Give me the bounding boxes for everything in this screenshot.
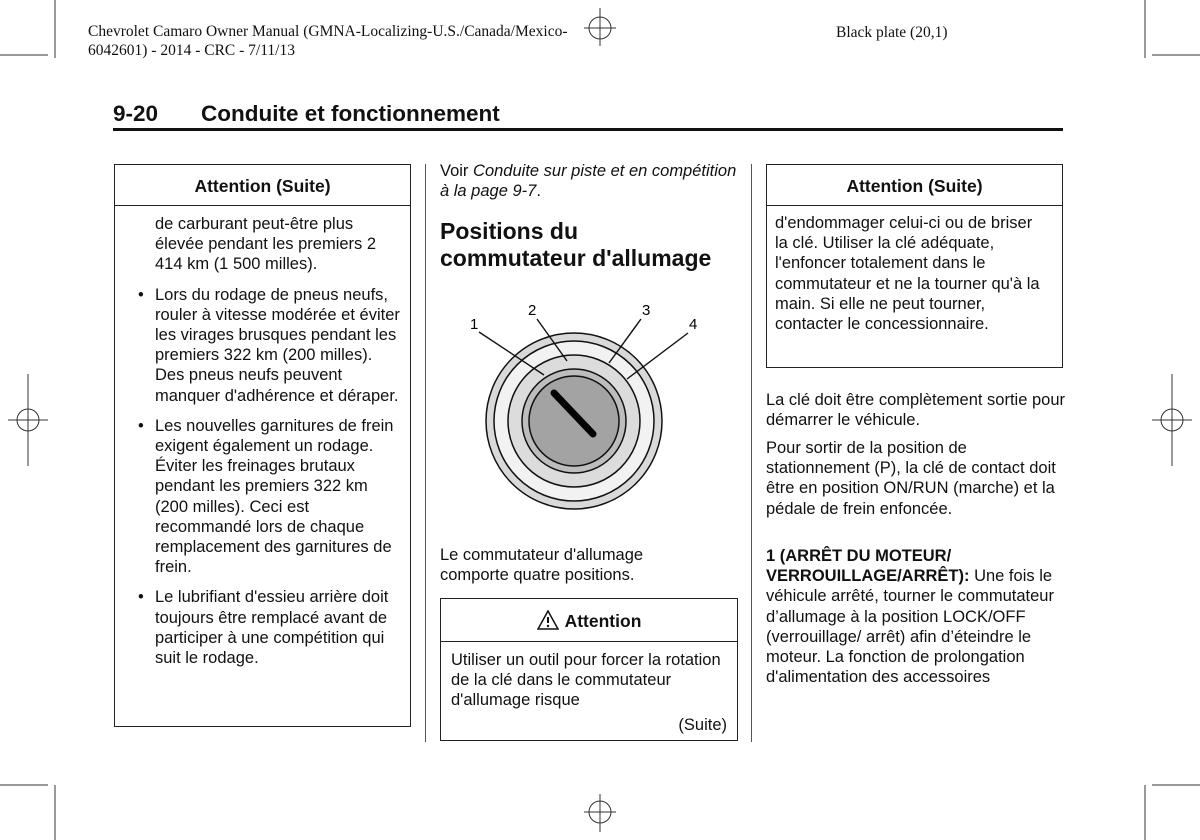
- attention-box: [440, 598, 738, 741]
- figure-caption: Le commutateur d'allumage comporte quatre positions.: [440, 546, 644, 585]
- print-header: [88, 22, 568, 60]
- paragraph: La clé doit être complètement sortie pour démarrer le véhicule.: [766, 391, 1065, 430]
- page-title: [113, 101, 1063, 127]
- registration-target-icon: [1152, 374, 1192, 466]
- cross-reference-link[interactable]: Conduite sur piste et en compétition à la page 9-7: [440, 162, 737, 201]
- figure-label: 1: [470, 316, 479, 333]
- box-heading: Attention (Suite): [767, 165, 1062, 206]
- section-heading: [440, 218, 711, 272]
- list-item-text: Le lubrifiant d'essieu arrière doit toujours être remplacé avant de participer à une compétition qui suit le rodage.: [155, 588, 389, 668]
- section-heading-line: Positions du: [440, 218, 578, 244]
- attention-body: Utiliser un outil pour forcer la rotation de la clé dans le commutateur d'allumage risque: [451, 651, 721, 710]
- attention-continued-box: [766, 164, 1063, 368]
- registration-target-icon: [584, 794, 616, 832]
- list-item: [138, 285, 400, 406]
- ignition-switch-illustration: [467, 300, 737, 532]
- chapter-title: Conduite et fonctionnement: [201, 101, 500, 126]
- print-header-line: Chevrolet Camaro Owner Manual (GMNA-Localizing-U.S./Canada/Mexico-: [88, 23, 568, 40]
- warning-triangle-icon: [537, 610, 559, 630]
- column-separator: [425, 164, 426, 742]
- cross-reference-prefix: Voir: [440, 162, 474, 180]
- paragraph: Pour sortir de la position de stationnement (P), la clé de contact doit être en position ON/RUN (marche) et la pédale de frein enfoncée.: [766, 439, 1056, 518]
- title-rule: [113, 128, 1063, 131]
- cross-reference-text: [440, 161, 740, 201]
- bullet-icon: •: [138, 285, 144, 304]
- list-item: [138, 587, 400, 668]
- attention-heading-text: Attention: [564, 611, 642, 631]
- bullet-icon: •: [138, 416, 144, 435]
- registration-target-icon: [584, 8, 616, 46]
- position-term: 1 (ARRÊT DU MOTEUR/ VERROUILLAGE/ARRÊT):: [766, 547, 970, 586]
- bullet-icon: •: [138, 588, 144, 607]
- page-number: 9-20: [113, 101, 159, 126]
- position-description: Une fois le véhicule arrêté, tourner le commutateur d’allumage à la position LOCK/OFF (verrouillage/ arrêt) afin d’éteindre le moteur. La fonction de prolongation d'alimentation des accessoires: [766, 567, 1054, 687]
- box-heading: Attention (Suite): [115, 165, 410, 206]
- figure-label: 4: [689, 316, 698, 333]
- attention-continued-box: [114, 164, 411, 727]
- registration-target-icon: [8, 374, 48, 466]
- box-body-text: d'endommager celui-ci ou de briser la clé. Utiliser la clé adéquate, l'enfoncer totalement dans le commutateur et ne la tourner qu'à la main. Si elle ne peut tourner, contacter le concessionnaire.: [775, 214, 1040, 334]
- figure-label: 2: [528, 302, 537, 319]
- list-item-text: Lors du rodage de pneus neufs, rouler à vitesse modérée et éviter les virages brusques pendant les premiers 322 km (200 milles). Des pneus neufs peuvent manquer d'adhérence et déraper.: [155, 285, 400, 405]
- figure-label: 3: [642, 302, 651, 319]
- cross-reference-suffix: .: [536, 182, 541, 201]
- black-plate-label: Black plate (20,1): [836, 24, 948, 41]
- attention-heading: [441, 599, 737, 642]
- key-cylinder: [529, 376, 619, 466]
- list-item: [138, 416, 400, 578]
- box-intro-text: de carburant peut-être plus élevée pendant les premiers 2 414 km (1 500 milles).: [155, 215, 377, 274]
- section-heading-line: commutateur d'allumage: [440, 245, 712, 271]
- list-item-text: Les nouvelles garnitures de frein exigent également un rodage. Éviter les freinages brutaux pendant les premiers 322 km (200 milles). Ceci est recommandé lors de chaque remplacement des garnitures de frein.: [155, 416, 394, 577]
- column-separator: [751, 164, 752, 742]
- print-header-line: 6042601) - 2014 - CRC - 7/11/13: [88, 42, 295, 59]
- pointer-line-4: [627, 333, 688, 379]
- continued-label: (Suite): [678, 716, 727, 734]
- paragraph: [766, 546, 1066, 687]
